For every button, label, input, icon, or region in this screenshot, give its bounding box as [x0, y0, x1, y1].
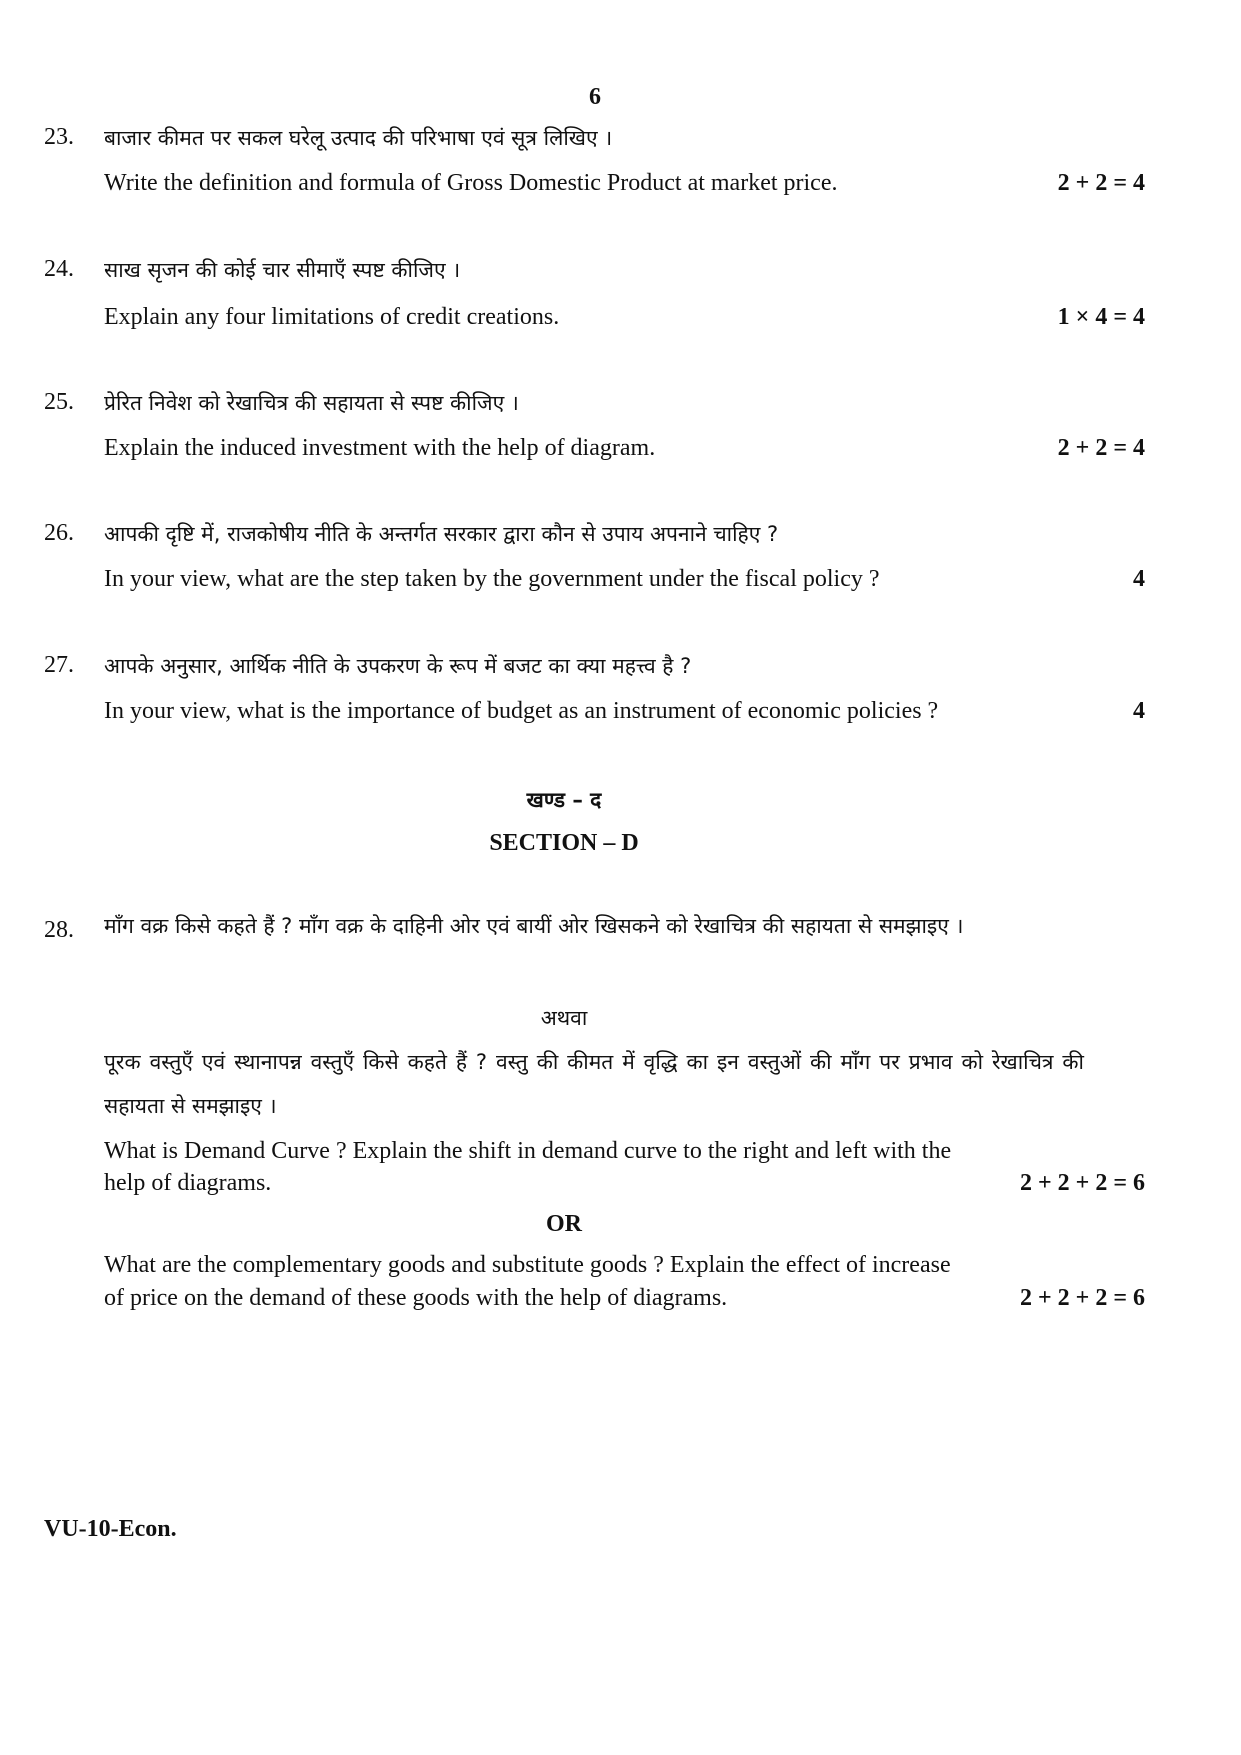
question-hindi: आपके अनुसार, आर्थिक नीति के उपकरण के रूप में बजट का क्या महत्त्व है ?: [104, 654, 692, 678]
question-english: Write the definition and formula of Gross Domestic Product at market price.: [104, 170, 838, 196]
question-english-line: What is Demand Curve ? Explain the shift in demand curve to the right and left with the: [104, 1138, 952, 1164]
or-label-english: OR: [546, 1211, 582, 1237]
question-hindi-alternative: पूरक वस्तुएँ एवं स्थानापन्न वस्तुएँ किसे कहते हैं ? वस्तु की कीमत में वृद्धि का इन वस्तुओं की माँग पर प्रभाव को रेखाचित्र की सहायता से समझाइए ।: [104, 1050, 1084, 1118]
question-number: 28.: [44, 917, 74, 943]
question-english-alternative-line: What are the complementary goods and substitute goods ? Explain the effect of increase: [104, 1252, 951, 1278]
section-title-hindi: खण्ड – द: [526, 788, 602, 812]
paper-code-footer: VU-10-Econ.: [44, 1516, 177, 1542]
question-number: 27.: [44, 652, 74, 678]
page-number: 6: [589, 84, 601, 110]
question-number: 23.: [44, 124, 74, 150]
question-marks: 4: [1133, 698, 1145, 724]
question-number: 25.: [44, 389, 74, 415]
question-marks: 2 + 2 = 4: [1057, 170, 1145, 196]
section-title-english: SECTION – D: [489, 830, 639, 856]
question-english: In your view, what is the importance of budget as an instrument of economic policies ?: [104, 698, 939, 724]
question-english: In your view, what are the step taken by the government under the fiscal policy ?: [104, 566, 880, 592]
question-marks: 1 × 4 = 4: [1057, 304, 1145, 330]
question-marks: 2 + 2 + 2 = 6: [1019, 1285, 1145, 1311]
question-english: Explain any four limitations of credit creations.: [104, 304, 560, 330]
question-hindi: माँग वक्र किसे कहते हैं ? माँग वक्र के दाहिनी ओर एवं बायीं ओर खिसकने को रेखाचित्र की सहायता से समझाइए ।: [104, 914, 964, 938]
question-number: 24.: [44, 256, 74, 282]
question-english-alternative-line: of price on the demand of these goods with the help of diagrams.: [104, 1285, 728, 1311]
question-hindi: साख सृजन की कोई चार सीमाएँ स्पष्ट कीजिए ।: [104, 258, 461, 282]
question-number: 26.: [44, 520, 74, 546]
question-marks: 2 + 2 + 2 = 6: [1019, 1170, 1145, 1196]
question-english: Explain the induced investment with the help of diagram.: [104, 435, 656, 461]
question-marks: 2 + 2 = 4: [1057, 435, 1145, 461]
question-hindi: बाजार कीमत पर सकल घरेलू उत्पाद की परिभाषा एवं सूत्र लिखिए ।: [104, 126, 613, 150]
question-marks: 4: [1133, 566, 1145, 592]
question-hindi: प्रेरित निवेश को रेखाचित्र की सहायता से स्पष्ट कीजिए ।: [104, 391, 519, 415]
question-hindi: आपकी दृष्टि में, राजकोषीय नीति के अन्तर्गत सरकार द्वारा कौन से उपाय अपनाने चाहिए ?: [104, 522, 779, 546]
or-label-hindi: अथवा: [540, 1006, 588, 1030]
question-english-line: help of diagrams.: [104, 1170, 272, 1196]
